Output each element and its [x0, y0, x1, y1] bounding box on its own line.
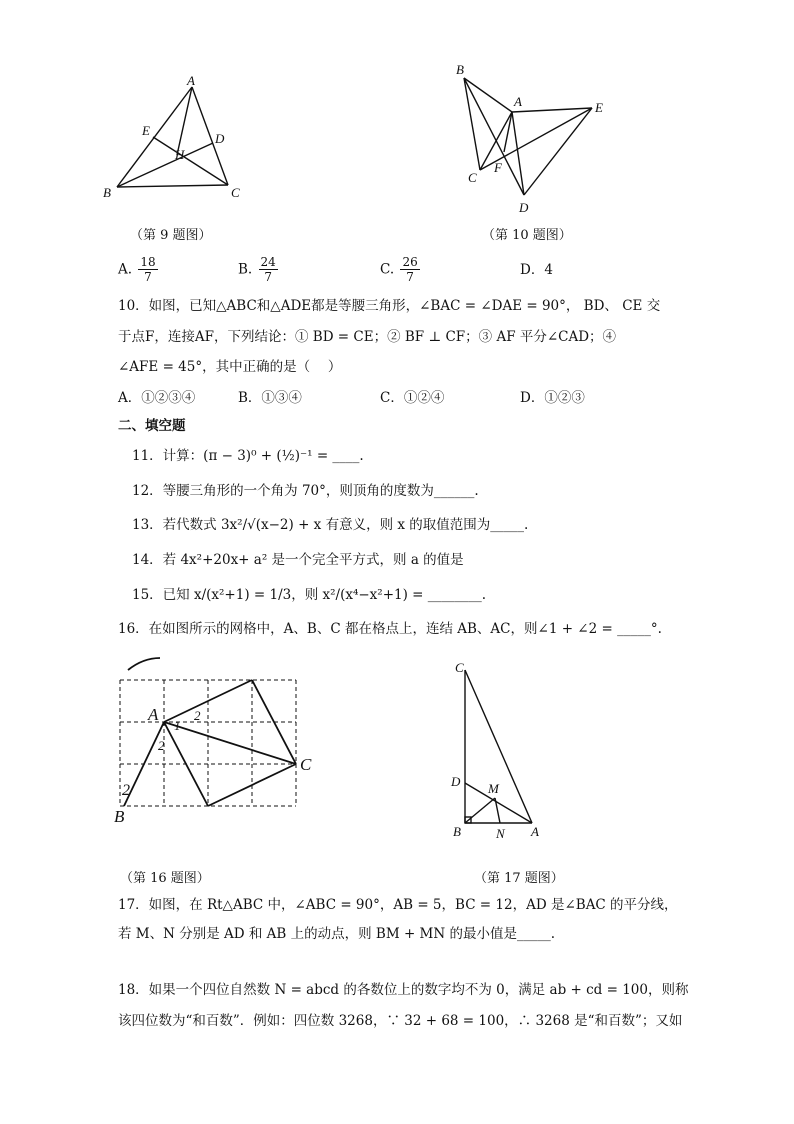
figure-10: [452, 60, 622, 220]
fig16-label-a: A: [148, 705, 159, 724]
fig17-label-b: B: [453, 824, 461, 839]
fig16-label-2-mid: 2: [158, 738, 165, 753]
fig16-label-c: C: [300, 755, 312, 774]
q9-option-c[interactable]: C. $\frac{26}{7}$: [380, 255, 418, 285]
fig10-label-a: A: [514, 94, 522, 109]
fig9-label-e: E: [142, 123, 150, 138]
fig16-label-2-left: 2: [122, 782, 130, 799]
q18-line-2: 该四位数为“和百数”．例如：四位数 3268，∵ 32 + 68 = 100，∴ 3268 是“和百数”；又如: [118, 1013, 683, 1029]
q17-line-1: 17．如图，在 Rt△ABC 中，∠ABC = 90°，AB = 5，BC = 12，AD 是∠BAC 的平分线，: [118, 897, 678, 913]
fig9-label-a: A: [187, 75, 195, 88]
fig16-label-1: 1: [174, 718, 181, 733]
fig9-label-h: H: [175, 147, 185, 162]
fig10-label-e: E: [595, 100, 603, 115]
fig17-label-m: M: [488, 781, 499, 796]
fig10-label-f: F: [494, 160, 502, 175]
q10-option-a[interactable]: A．①②③④: [118, 390, 196, 406]
q10-line-1: 10．如图，已知△ABC和△ADE都是等腰三角形，∠BAC = ∠DAE = 90°， BD、 CE 交: [118, 298, 661, 314]
q10-line-3: ∠AFE = 45°，其中正确的是（ ）: [118, 359, 342, 375]
q12: 12．等腰三角形的一个角为 70°，则顶角的度数为______.: [132, 483, 479, 499]
fig10-label-c: C: [468, 170, 477, 185]
q13: 13．若代数式 3x²/√(x−2) + x 有意义，则 x 的取值范围为_____.: [132, 517, 529, 533]
fig17-label-n: N: [496, 826, 505, 841]
q10-option-b[interactable]: B．①③④: [238, 390, 302, 406]
fig16-label-b: B: [114, 807, 125, 826]
section-fill-in-title: 二、填空题: [118, 418, 186, 434]
q17-line-2: 若 M、N 分别是 AD 和 AB 上的动点，则 BM + MN 的最小值是_____.: [118, 926, 556, 942]
q15: 15．已知 x/(x²+1) = 1/3，则 x²/(x⁴−x²+1) = ________.: [132, 587, 487, 603]
figure-9: [95, 75, 265, 205]
q9-option-d[interactable]: D．4: [520, 262, 553, 278]
q16: 16．在如图所示的网格中，A、B、C 都在格点上，连结 AB、AC，则∠1 + ∠2 = _____°.: [118, 621, 662, 637]
q14: 14．若 4x²+20x+ a² 是一个完全平方式，则 a 的值是: [132, 552, 464, 568]
fig10-caption: （第 10 题图）: [482, 228, 572, 243]
fig17-label-a: A: [531, 824, 539, 839]
fig10-label-d: D: [519, 200, 529, 215]
fig9-label-b: B: [103, 185, 111, 200]
q11: 11．计算：(π − 3)⁰ + (½)⁻¹ = ____.: [132, 448, 364, 464]
fig17-label-c: C: [455, 660, 464, 675]
fig9-label-c: C: [231, 185, 240, 200]
fig17-label-d: D: [451, 774, 461, 789]
q10-option-d[interactable]: D．①②③: [520, 390, 585, 406]
q10-option-c[interactable]: C．①②④: [380, 390, 445, 406]
fig10-label-b: B: [456, 62, 464, 77]
fig16-label-2-top: 2: [194, 708, 201, 723]
fig9-caption: （第 9 题图）: [130, 228, 212, 243]
figure-16: [108, 650, 328, 830]
figure-17: [445, 658, 565, 843]
fig9-label-d: D: [215, 131, 225, 146]
q9-option-a[interactable]: A. $\frac{18}{7}$: [118, 255, 156, 285]
q18-line-1: 18．如果一个四位自然数 N = abcd 的各数位上的数字均不为 0，满足 ab + cd = 100，则称: [118, 982, 689, 998]
fig17-caption: （第 17 题图）: [474, 871, 564, 886]
q10-line-2: 于点F，连接AF，下列结论：① BD = CE；② BF ⊥ CF；③ AF 平分∠CAD；④: [118, 329, 617, 345]
q9-option-b[interactable]: B. $\frac{24}{7}$: [238, 255, 276, 285]
fig16-caption: （第 16 题图）: [120, 871, 210, 886]
